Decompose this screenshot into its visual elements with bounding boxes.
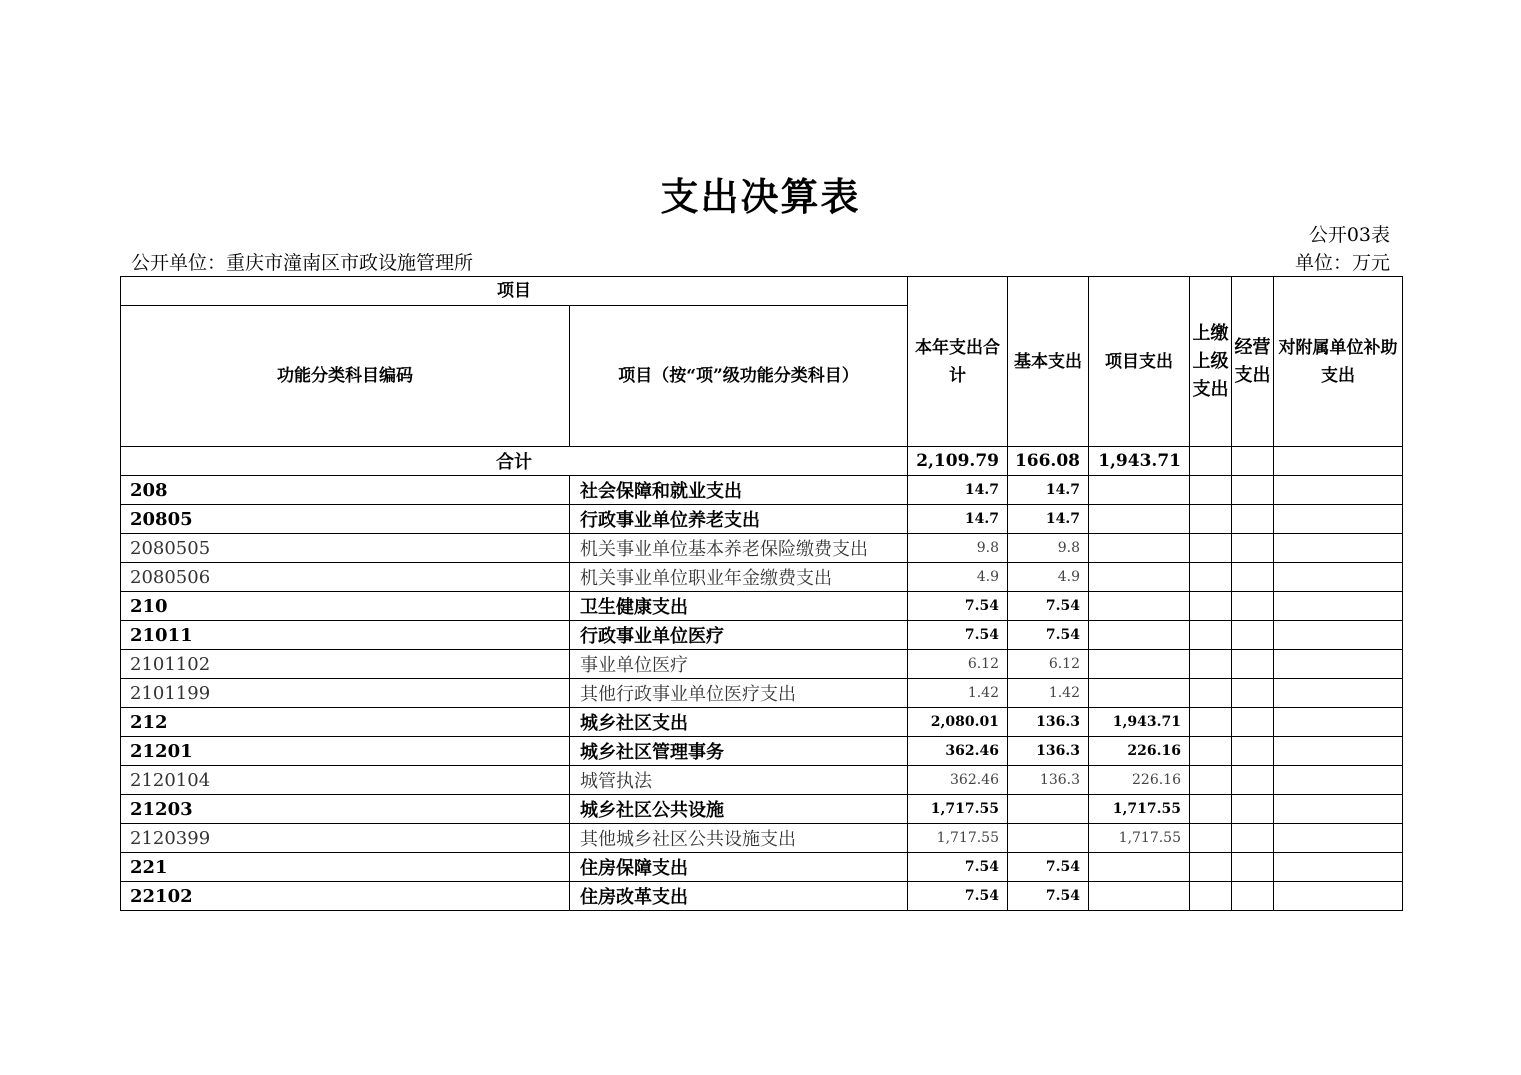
operating-cell <box>1232 476 1274 505</box>
header-total: 本年支出合计 <box>908 277 1008 447</box>
name-cell: 事业单位医疗 <box>570 650 908 679</box>
upper-cell <box>1190 708 1232 737</box>
table-row <box>121 679 1403 708</box>
code-cell: 21201 <box>121 737 570 766</box>
code-cell: 210 <box>121 592 570 621</box>
operating-cell <box>1232 621 1274 650</box>
basic-cell: 9.8 <box>1008 534 1089 563</box>
operating-cell <box>1232 737 1274 766</box>
total-cell: 7.54 <box>908 592 1008 621</box>
subsidy-cell <box>1274 853 1403 882</box>
project-cell <box>1089 621 1190 650</box>
project-cell <box>1089 650 1190 679</box>
basic-cell: 7.54 <box>1008 621 1089 650</box>
code-cell: 2101199 <box>121 679 570 708</box>
header-code: 功能分类科目编码 <box>121 306 570 447</box>
name-cell: 其他行政事业单位医疗支出 <box>570 679 908 708</box>
subsidy-cell <box>1274 621 1403 650</box>
basic-cell: 7.54 <box>1008 853 1089 882</box>
basic-cell: 136.3 <box>1008 737 1089 766</box>
basic-cell <box>1008 795 1089 824</box>
header-operating: 经营支出 <box>1232 277 1274 447</box>
operating-cell <box>1232 824 1274 853</box>
upper-cell <box>1190 592 1232 621</box>
operating-cell <box>1232 853 1274 882</box>
project-cell <box>1089 853 1190 882</box>
total-cell: 6.12 <box>908 650 1008 679</box>
total-cell: 362.46 <box>908 766 1008 795</box>
operating-cell <box>1232 592 1274 621</box>
subsidy-cell <box>1274 534 1403 563</box>
subsidy-cell <box>1274 824 1403 853</box>
project-cell <box>1089 534 1190 563</box>
upper-cell <box>1190 447 1232 476</box>
upper-cell <box>1190 882 1232 911</box>
basic-cell: 1.42 <box>1008 679 1089 708</box>
basic-cell: 4.9 <box>1008 563 1089 592</box>
code-cell: 221 <box>121 853 570 882</box>
total-cell: 4.9 <box>908 563 1008 592</box>
project-cell <box>1089 505 1190 534</box>
total-cell: 14.7 <box>908 505 1008 534</box>
header-project-expense: 项目支出 <box>1089 277 1190 447</box>
basic-cell <box>1008 824 1089 853</box>
total-cell: 9.8 <box>908 534 1008 563</box>
code-cell: 2080505 <box>121 534 570 563</box>
operating-cell <box>1232 534 1274 563</box>
name-cell: 社会保障和就业支出 <box>570 476 908 505</box>
basic-cell: 7.54 <box>1008 882 1089 911</box>
header-subsidy: 对附属单位补助支出 <box>1274 277 1403 447</box>
upper-cell <box>1190 505 1232 534</box>
project-cell: 226.16 <box>1089 737 1190 766</box>
header-project-group: 项目 <box>121 277 908 306</box>
code-cell: 2120104 <box>121 766 570 795</box>
total-cell: 14.7 <box>908 476 1008 505</box>
name-cell: 行政事业单位养老支出 <box>570 505 908 534</box>
code-cell: 20805 <box>121 505 570 534</box>
operating-cell <box>1232 679 1274 708</box>
project-cell: 226.16 <box>1089 766 1190 795</box>
currency-unit: 单位：万元 <box>1294 252 1390 274</box>
table-row <box>121 534 1403 563</box>
name-cell: 行政事业单位医疗 <box>570 621 908 650</box>
subsidy-cell <box>1274 679 1403 708</box>
total-cell: 1,717.55 <box>908 795 1008 824</box>
table-row <box>121 476 1403 505</box>
upper-cell <box>1190 766 1232 795</box>
upper-cell <box>1190 824 1232 853</box>
table-row <box>121 650 1403 679</box>
upper-cell <box>1190 679 1232 708</box>
project-cell <box>1089 592 1190 621</box>
subsidy-cell <box>1274 650 1403 679</box>
basic-cell: 6.12 <box>1008 650 1089 679</box>
name-cell: 其他城乡社区公共设施支出 <box>570 824 908 853</box>
operating-cell <box>1232 795 1274 824</box>
upper-cell <box>1190 650 1232 679</box>
basic-cell: 14.7 <box>1008 505 1089 534</box>
operating-cell <box>1232 505 1274 534</box>
subsidy-cell <box>1274 708 1403 737</box>
operating-cell <box>1232 708 1274 737</box>
basic-cell: 166.08 <box>1008 447 1089 476</box>
code-cell: 2120399 <box>121 824 570 853</box>
code-cell: 212 <box>121 708 570 737</box>
upper-cell <box>1190 737 1232 766</box>
upper-cell <box>1190 621 1232 650</box>
table-row <box>121 563 1403 592</box>
project-cell <box>1089 563 1190 592</box>
total-cell: 7.54 <box>908 853 1008 882</box>
subsidy-cell <box>1274 447 1403 476</box>
header-row-1 <box>121 277 1403 306</box>
table-row <box>121 766 1403 795</box>
upper-cell <box>1190 476 1232 505</box>
table-row <box>121 708 1403 737</box>
page-title: 支出决算表 <box>660 174 861 219</box>
name-cell: 机关事业单位职业年金缴费支出 <box>570 563 908 592</box>
basic-cell: 136.3 <box>1008 708 1089 737</box>
project-cell: 1,717.55 <box>1089 824 1190 853</box>
project-cell: 1,943.71 <box>1089 447 1190 476</box>
total-cell: 1,717.55 <box>908 824 1008 853</box>
header-basic: 基本支出 <box>1008 277 1089 447</box>
expenditure-table <box>120 276 1403 911</box>
total-row <box>121 447 1403 476</box>
operating-cell <box>1232 650 1274 679</box>
code-cell: 2101102 <box>121 650 570 679</box>
form-number: 公开03表 <box>1308 224 1390 246</box>
upper-cell <box>1190 563 1232 592</box>
name-cell: 城管执法 <box>570 766 908 795</box>
upper-cell <box>1190 853 1232 882</box>
basic-cell: 7.54 <box>1008 592 1089 621</box>
operating-cell <box>1232 447 1274 476</box>
total-cell: 1.42 <box>908 679 1008 708</box>
header-upper: 上缴上级支出 <box>1190 277 1232 447</box>
table-row <box>121 621 1403 650</box>
code-cell: 21203 <box>121 795 570 824</box>
total-cell: 362.46 <box>908 737 1008 766</box>
name-cell: 卫生健康支出 <box>570 592 908 621</box>
subsidy-cell <box>1274 882 1403 911</box>
upper-cell <box>1190 534 1232 563</box>
operating-cell <box>1232 882 1274 911</box>
operating-cell <box>1232 766 1274 795</box>
subsidy-cell <box>1274 505 1403 534</box>
operating-cell <box>1232 563 1274 592</box>
table-row <box>121 824 1403 853</box>
basic-cell: 136.3 <box>1008 766 1089 795</box>
table-row <box>121 795 1403 824</box>
project-cell: 1,717.55 <box>1089 795 1190 824</box>
header-name: 项目（按“项”级功能分类科目） <box>570 306 908 447</box>
name-cell: 住房改革支出 <box>570 882 908 911</box>
project-cell <box>1089 882 1190 911</box>
table-row <box>121 882 1403 911</box>
table-row <box>121 505 1403 534</box>
code-cell: 2080506 <box>121 563 570 592</box>
table-row <box>121 737 1403 766</box>
total-cell: 7.54 <box>908 621 1008 650</box>
code-cell: 208 <box>121 476 570 505</box>
code-cell: 21011 <box>121 621 570 650</box>
subsidy-cell <box>1274 795 1403 824</box>
name-cell: 住房保障支出 <box>570 853 908 882</box>
subsidy-cell <box>1274 766 1403 795</box>
project-cell <box>1089 476 1190 505</box>
reporting-unit: 公开单位：重庆市潼南区市政设施管理所 <box>131 252 474 274</box>
subsidy-cell <box>1274 737 1403 766</box>
subsidy-cell <box>1274 476 1403 505</box>
code-cell: 22102 <box>121 882 570 911</box>
total-cell: 2,080.01 <box>908 708 1008 737</box>
subsidy-cell <box>1274 563 1403 592</box>
total-label: 合计 <box>121 447 908 476</box>
project-cell <box>1089 679 1190 708</box>
name-cell: 机关事业单位基本养老保险缴费支出 <box>570 534 908 563</box>
name-cell: 城乡社区公共设施 <box>570 795 908 824</box>
upper-cell <box>1190 795 1232 824</box>
total-cell: 7.54 <box>908 882 1008 911</box>
subsidy-cell <box>1274 592 1403 621</box>
total-cell: 2,109.79 <box>908 447 1008 476</box>
project-cell: 1,943.71 <box>1089 708 1190 737</box>
name-cell: 城乡社区管理事务 <box>570 737 908 766</box>
name-cell: 城乡社区支出 <box>570 708 908 737</box>
table-row <box>121 853 1403 882</box>
basic-cell: 14.7 <box>1008 476 1089 505</box>
table-row <box>121 592 1403 621</box>
